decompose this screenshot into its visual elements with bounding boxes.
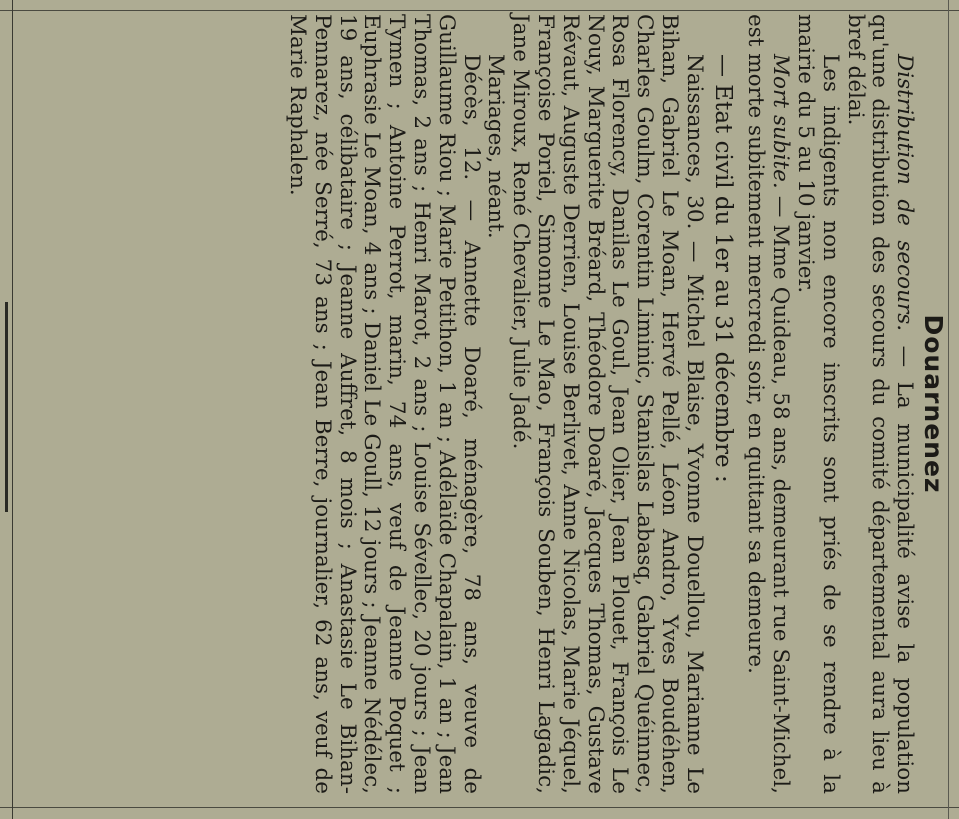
- paragraph-indigents: Les indigents non encore inscrits sont priés de se rendre à la mairie du 5 au 10 janvier.: [793, 14, 843, 794]
- paragraph-mariages: Mariages, néant.: [483, 54, 509, 239]
- headline: Douarnenez: [919, 314, 948, 494]
- article-column: [7, 14, 947, 794]
- distribution-title: Distribution de secours.: [892, 54, 918, 332]
- paragraph-mort-subite: [743, 14, 793, 794]
- distribution-text: — La municipalité avise la population qu'une distribution des secours du comité départemental aura lieu à bref délai.: [842, 14, 918, 794]
- etat-civil-heading: — Etat civil du 1er au 31 décembre :: [709, 54, 736, 483]
- top-border-line: [0, 10, 959, 11]
- paragraph-distribution: [842, 14, 916, 794]
- right-border-line: [948, 0, 949, 819]
- paragraph-deces: Décès, 12. — Annette Doaré, ménagère, 78 ans, veuve de Guillaume Riou ; Marie Petithon, 1 an ; Adélaïde Chapalain, 1 an ; Jean Thomas, 2 ans ; Henri Marot, 2 ans ; Louise Sévellec, 20 jours ; Jean Tymen ; Antoine Perrot, marin, 74 ans, veuf de Jeanne Poquet ; Euphrasie Le Moan, 4 ans ; Daniel Le Goull, 12 jours ; Jeanne Nédélec, 19 ans, célibataire ; Jeanne Auffret, 8 mois ; Anastasie Le Bihan-Pennarez, née Serré, 73 ans ; Jean Berre, journalier, 62 ans, veuf de Marie Raphalen.: [285, 14, 484, 794]
- mort-title: Mort subite.: [768, 54, 794, 189]
- paragraph-naissances: Naissances, 30. — Michel Blaise, Yvonne Douellou, Marianne Le Bihan, Gabriel Le Moan, Hervé Pellé, Léon Andro, Yves Boudéhen, Charles Goulm, Corentin Liminic, Stanislas Labasq, Gabriel Quéinnec, Rosa Florency, Danilas Le Goul, Jean Olier, Jean Plouet, François Le Nouy, Marguerite Bréard, Théodore Doaré, Jacques Thomas, Gustave Révaut, Auguste Derrien, Louise Berlivet, Anne Nicolas, Marie Jéquel, Françoise Poriel, Simonne Le Mao, François Souben, Henri Lagadic, Jane Miroux, René Chevalier, Julie Jadé.: [508, 14, 707, 794]
- bottom-border-line: [0, 807, 959, 808]
- mort-text: — Mme Quideau, 58 ans, demeurant rue Saint-Michel, est morte subitement mercredi soir, en quittant sa demeure.: [743, 14, 794, 794]
